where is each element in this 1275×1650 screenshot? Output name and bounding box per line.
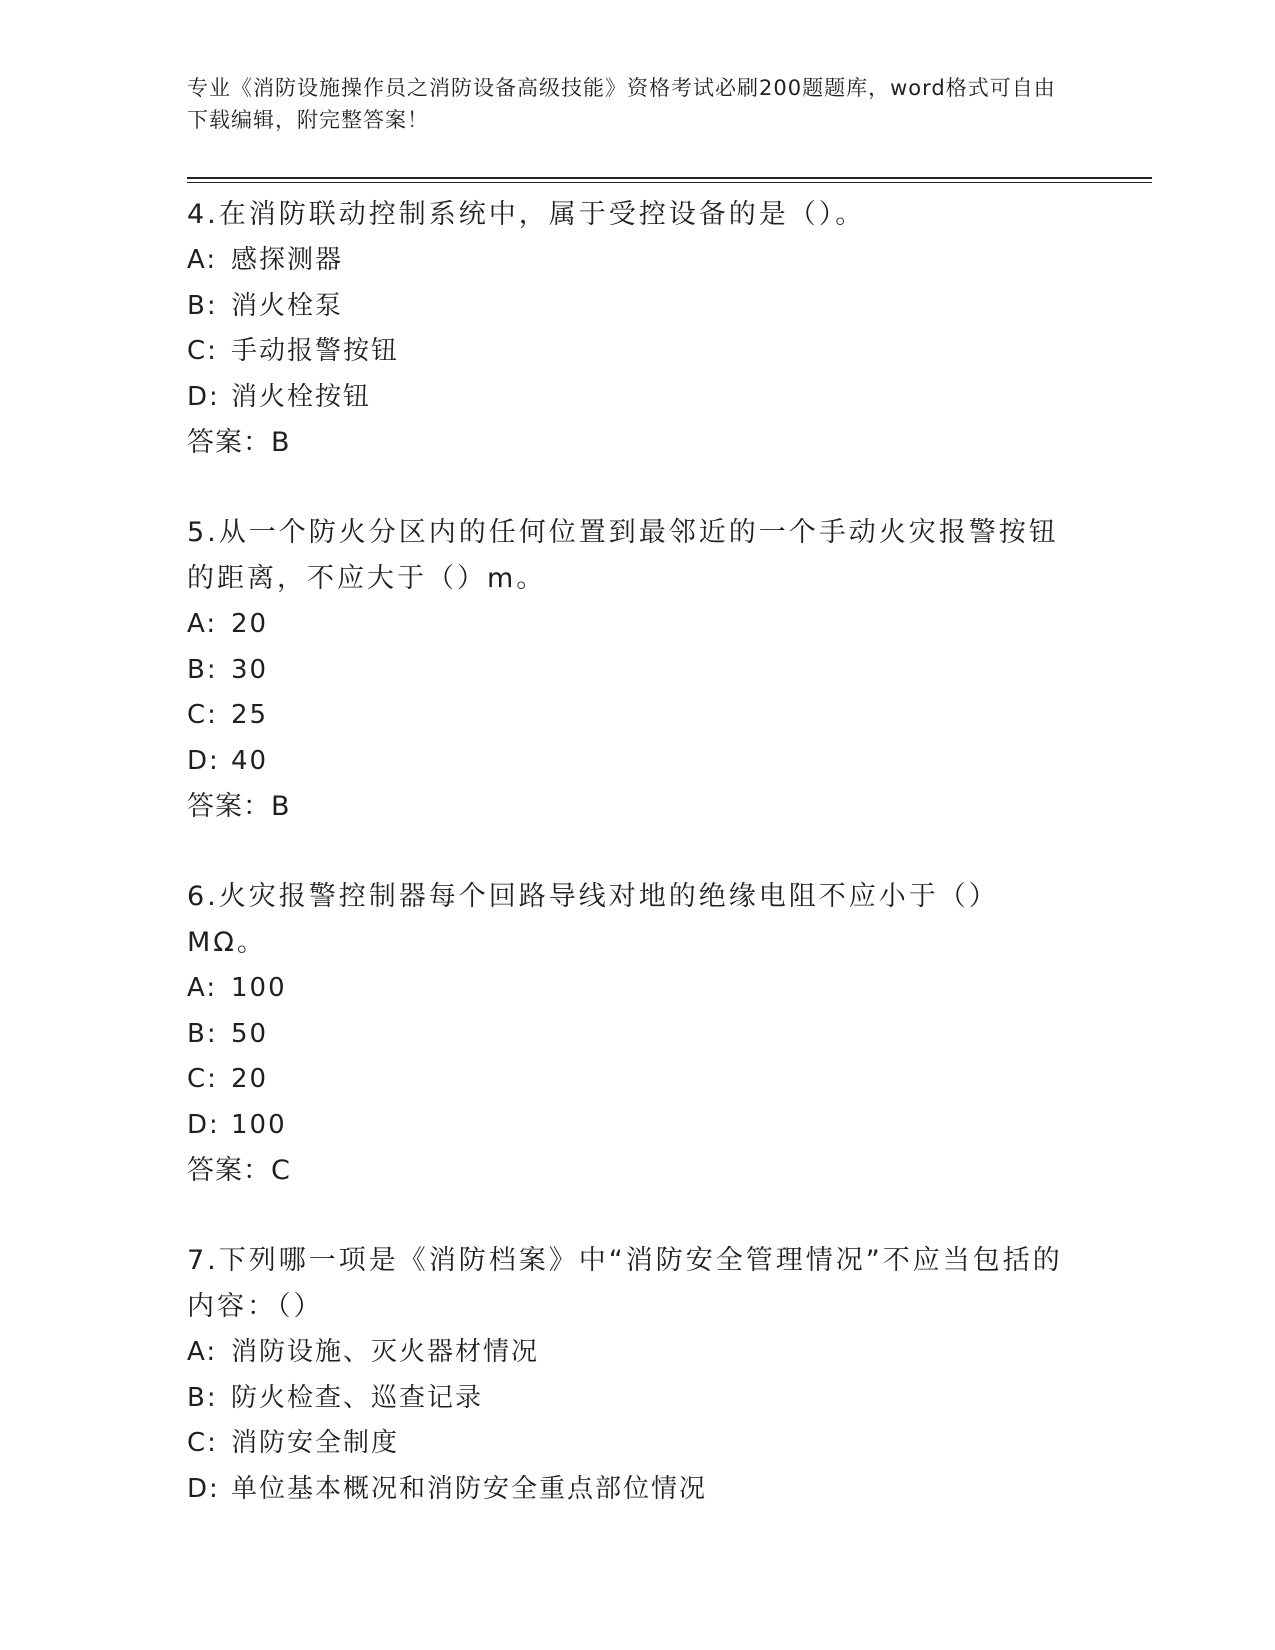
option-b	[187, 648, 1067, 694]
option-text: 消防设施、灭火器材情况	[231, 1337, 540, 1367]
option-text: 单位基本概况和消防安全重点部位情况	[231, 1473, 708, 1504]
header-divider-thick	[187, 177, 1152, 179]
option-text: 25	[231, 700, 269, 730]
option-label: D:	[187, 381, 220, 412]
option-text: 100	[231, 973, 287, 1003]
option-text: 感探测器	[231, 245, 344, 275]
option-b	[187, 1376, 1067, 1422]
option-label: C:	[187, 1428, 218, 1458]
option-c	[187, 1421, 1067, 1467]
option-text: 防火检查、巡查记录	[231, 1382, 484, 1413]
option-d	[187, 739, 1067, 785]
option-label: D:	[187, 1109, 220, 1140]
option-d	[187, 1467, 1067, 1513]
question-4	[187, 192, 1067, 466]
option-c	[187, 693, 1067, 739]
option-text: 20	[231, 1064, 269, 1094]
option-a	[187, 238, 1067, 284]
answer: 答案：B	[187, 791, 291, 822]
option-text: 手动报警按钮	[231, 336, 400, 366]
option-b	[187, 284, 1067, 330]
option-text: 消火栓按钮	[231, 381, 372, 412]
option-text: 20	[231, 609, 269, 639]
option-label: A:	[187, 1337, 218, 1367]
option-text: 消防安全制度	[231, 1428, 400, 1458]
option-a	[187, 1330, 1067, 1376]
answer: 答案：B	[187, 427, 291, 458]
option-label: B:	[187, 654, 218, 685]
option-label: C:	[187, 700, 218, 730]
option-label: C:	[187, 1064, 218, 1094]
answer: 答案：C	[187, 1155, 291, 1186]
option-b	[187, 1012, 1067, 1058]
option-c	[187, 1057, 1067, 1103]
option-label: A:	[187, 609, 218, 639]
option-label: B:	[187, 1018, 218, 1049]
header-divider-thin	[187, 182, 1152, 183]
option-d	[187, 375, 1067, 421]
option-text: 40	[231, 745, 269, 776]
option-text: 50	[231, 1018, 269, 1049]
question-list	[187, 192, 1067, 1556]
question-7	[187, 1238, 1067, 1512]
question-text: 7.下列哪一项是《消防档案》中“消防安全管理情况”不应当包括的内容：（）	[187, 1245, 1063, 1322]
question-text: 5.从一个防火分区内的任何位置到最邻近的一个手动火灾报警按钮的距离，不应大于（）m。	[187, 517, 1059, 594]
document-header: 专业《消防设施操作员之消防设备高级技能》资格考试必刷200题题库，word格式可自由下载编辑，附完整答案！	[187, 76, 1056, 132]
option-label: D:	[187, 745, 220, 776]
option-label: D:	[187, 1473, 220, 1504]
question-text: 6.火灾报警控制器每个回路导线对地的绝缘电阻不应小于（）MΩ。	[187, 881, 999, 958]
option-text: 100	[231, 1109, 287, 1140]
option-label: C:	[187, 336, 218, 366]
option-label: A:	[187, 245, 218, 275]
option-label: A:	[187, 973, 218, 1003]
option-a	[187, 602, 1067, 648]
option-d	[187, 1103, 1067, 1149]
option-c	[187, 329, 1067, 375]
question-6	[187, 874, 1067, 1194]
question-5	[187, 510, 1067, 830]
option-a	[187, 966, 1067, 1012]
option-text: 消火栓泵	[231, 290, 344, 321]
option-label: B:	[187, 1382, 218, 1413]
question-text: 4.在消防联动控制系统中，属于受控设备的是（）。	[187, 199, 866, 230]
option-label: B:	[187, 290, 218, 321]
option-text: 30	[231, 654, 269, 685]
